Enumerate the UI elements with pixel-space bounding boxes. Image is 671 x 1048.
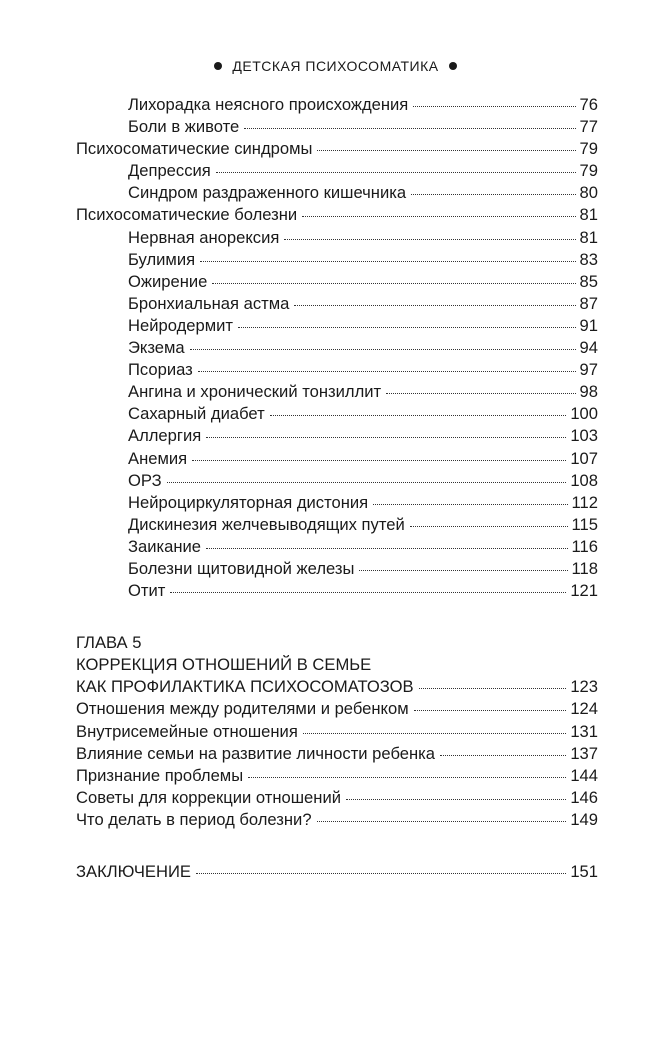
toc-entry bbox=[76, 403, 598, 425]
toc-entry bbox=[76, 558, 598, 580]
toc-entry bbox=[76, 337, 598, 359]
dot-leader bbox=[196, 873, 566, 874]
toc-entry-page-number: 87 bbox=[579, 293, 598, 313]
toc-entry-page-number: 146 bbox=[570, 787, 598, 807]
conclusion-row bbox=[76, 861, 598, 883]
toc-entry bbox=[76, 580, 598, 602]
toc-entry bbox=[76, 492, 598, 514]
dot-leader bbox=[411, 194, 575, 195]
toc-entry bbox=[76, 271, 598, 293]
toc-entry-title: Нейроциркуляторная дистония bbox=[128, 492, 369, 512]
toc-entry-title: Признание проблемы bbox=[76, 765, 244, 785]
toc-entry bbox=[76, 514, 598, 536]
toc-entry-page-number: 76 bbox=[579, 95, 598, 114]
toc-entry-title: Ожирение bbox=[128, 271, 208, 291]
toc-entry-page-number: 80 bbox=[579, 183, 598, 203]
toc-entry-page-number: 91 bbox=[579, 315, 598, 335]
toc-entry bbox=[76, 765, 598, 787]
toc-entry-title: Внутрисемейные отношения bbox=[76, 721, 298, 741]
toc-entry-page-number: 149 bbox=[570, 809, 598, 829]
toc-entry-title: Депрессия bbox=[128, 161, 211, 181]
dot-leader bbox=[440, 755, 566, 756]
toc-entry bbox=[76, 743, 598, 765]
toc-section-chapter5 bbox=[76, 698, 598, 831]
toc-entry bbox=[76, 116, 598, 138]
toc-entry-page-number: 116 bbox=[571, 536, 598, 556]
toc-entry-title: Аллергия bbox=[128, 426, 202, 446]
dot-leader bbox=[200, 261, 575, 262]
toc-section-part1 bbox=[76, 94, 598, 602]
dot-leader bbox=[248, 777, 566, 778]
toc-entry-title: Отношения между родителями и ребенком bbox=[76, 699, 409, 719]
toc-entry-page-number: 118 bbox=[571, 558, 598, 578]
dot-leader bbox=[414, 710, 567, 711]
dot-leader bbox=[190, 349, 576, 350]
toc-entry-page-number: 131 bbox=[570, 721, 598, 741]
toc-entry bbox=[76, 787, 598, 809]
toc-entry bbox=[76, 227, 598, 249]
toc-entry bbox=[76, 182, 598, 204]
running-header bbox=[0, 58, 671, 74]
dot-leader bbox=[419, 688, 567, 689]
toc-entry-page-number: 98 bbox=[579, 382, 598, 402]
toc-entry-title: ОРЗ bbox=[128, 470, 162, 490]
toc-entry-page-number: 97 bbox=[579, 360, 598, 380]
dot-leader bbox=[317, 821, 567, 822]
toc-entry-title: Дискинезия желчевыводящих путей bbox=[128, 514, 405, 534]
toc-entry-page-number: 137 bbox=[570, 743, 598, 763]
toc-entry bbox=[76, 721, 598, 743]
toc-entry-title: Что делать в период болезни? bbox=[76, 809, 312, 829]
dot-leader bbox=[216, 172, 576, 173]
dot-leader bbox=[212, 283, 575, 284]
dot-leader bbox=[244, 128, 575, 129]
toc-entry bbox=[76, 698, 598, 720]
toc-entry bbox=[76, 249, 598, 271]
toc-entry-title: Советы для коррекции отношений bbox=[76, 787, 341, 807]
toc-entry-page-number: 121 bbox=[570, 581, 598, 601]
dot-leader bbox=[302, 216, 575, 217]
toc-entry-page-number: 79 bbox=[579, 139, 598, 159]
dot-leader bbox=[346, 799, 566, 800]
dot-leader bbox=[317, 150, 575, 151]
dot-leader bbox=[359, 570, 567, 571]
chapter-title-line1: КОРРЕКЦИЯ ОТНОШЕНИЙ В СЕМЬЕ bbox=[76, 655, 372, 675]
dot-leader bbox=[270, 415, 567, 416]
toc-entry-page-number: 94 bbox=[579, 338, 598, 358]
toc-entry bbox=[76, 315, 598, 337]
toc-entry-page-number: 103 bbox=[570, 426, 598, 446]
conclusion-title: ЗАКЛЮЧЕНИЕ bbox=[76, 862, 191, 881]
dot-leader bbox=[373, 504, 567, 505]
toc-entry-page-number: 115 bbox=[571, 514, 598, 534]
toc-entry-page-number: 112 bbox=[571, 492, 598, 512]
toc-entry-title: Ангина и хронический тонзиллит bbox=[128, 382, 382, 402]
toc-entry-title: Психосоматические синдромы bbox=[76, 139, 313, 159]
bullet-icon bbox=[449, 62, 457, 70]
toc-entry-title: Псориаз bbox=[128, 360, 193, 380]
toc-entry-page-number: 81 bbox=[579, 205, 598, 225]
toc-entry-page-number: 81 bbox=[579, 227, 598, 247]
toc-entry-title: Нейродермит bbox=[128, 315, 233, 335]
conclusion-page-number: 151 bbox=[570, 862, 598, 881]
chapter-label: ГЛАВА 5 bbox=[76, 633, 142, 653]
chapter-title-line2: КАК ПРОФИЛАКТИКА ПСИХОСОМАТОЗОВ bbox=[76, 677, 414, 697]
toc-entry-title: Анемия bbox=[128, 448, 188, 468]
chapter-page-number: 123 bbox=[570, 677, 598, 697]
bullet-icon bbox=[214, 62, 222, 70]
toc-entry-title: Отит bbox=[128, 581, 166, 601]
toc-entry bbox=[76, 160, 598, 182]
dot-leader bbox=[238, 327, 576, 328]
toc-entry-title: Боли в животе bbox=[128, 117, 240, 137]
dot-leader bbox=[284, 239, 575, 240]
toc-entry bbox=[76, 138, 598, 160]
toc-entry-title: Болезни щитовидной железы bbox=[128, 558, 355, 578]
toc-entry bbox=[76, 470, 598, 492]
toc-entry-title: Синдром раздраженного кишечника bbox=[128, 183, 407, 203]
dot-leader bbox=[170, 592, 566, 593]
toc-entry-title: Сахарный диабет bbox=[128, 404, 265, 424]
dot-leader bbox=[206, 548, 567, 549]
dot-leader bbox=[410, 526, 568, 527]
toc-entry-page-number: 77 bbox=[579, 117, 598, 137]
toc-entry bbox=[76, 359, 598, 381]
toc-entry bbox=[76, 204, 598, 226]
toc-entry bbox=[76, 94, 598, 116]
toc-entry-title: Бронхиальная астма bbox=[128, 293, 290, 313]
toc-entry-page-number: 85 bbox=[579, 271, 598, 291]
dot-leader bbox=[167, 482, 567, 483]
toc-entry-title: Заикание bbox=[128, 536, 202, 556]
toc-entry-page-number: 108 bbox=[570, 470, 598, 490]
table-of-contents bbox=[76, 94, 598, 883]
toc-entry-page-number: 79 bbox=[579, 161, 598, 181]
toc-entry bbox=[76, 536, 598, 558]
dot-leader bbox=[206, 437, 566, 438]
dot-leader bbox=[192, 460, 566, 461]
toc-entry bbox=[76, 448, 598, 470]
toc-entry-page-number: 144 bbox=[570, 765, 598, 785]
toc-entry-title: Психосоматические болезни bbox=[76, 205, 298, 225]
toc-entry-title: Нервная анорексия bbox=[128, 227, 280, 247]
toc-entry-title: Влияние семьи на развитие личности ребенка bbox=[76, 743, 436, 763]
toc-entry-title: Булимия bbox=[128, 249, 196, 269]
toc-entry-page-number: 124 bbox=[570, 699, 598, 719]
dot-leader bbox=[198, 371, 576, 372]
toc-entry-page-number: 100 bbox=[570, 404, 598, 424]
toc-entry-title: Лихорадка неясного происхождения bbox=[128, 95, 409, 114]
running-header-title: ДЕТСКАЯ ПСИХОСОМАТИКА bbox=[232, 58, 439, 74]
dot-leader bbox=[386, 393, 575, 394]
toc-entry bbox=[76, 809, 598, 831]
toc-entry bbox=[76, 425, 598, 447]
dot-leader bbox=[303, 733, 567, 734]
toc-entry bbox=[76, 293, 598, 315]
toc-entry-page-number: 83 bbox=[579, 249, 598, 269]
dot-leader bbox=[294, 305, 575, 306]
chapter-title-row bbox=[76, 676, 598, 698]
toc-entry-page-number: 107 bbox=[570, 448, 598, 468]
toc-entry bbox=[76, 381, 598, 403]
toc-entry-title: Экзема bbox=[128, 338, 185, 358]
dot-leader bbox=[413, 106, 575, 107]
